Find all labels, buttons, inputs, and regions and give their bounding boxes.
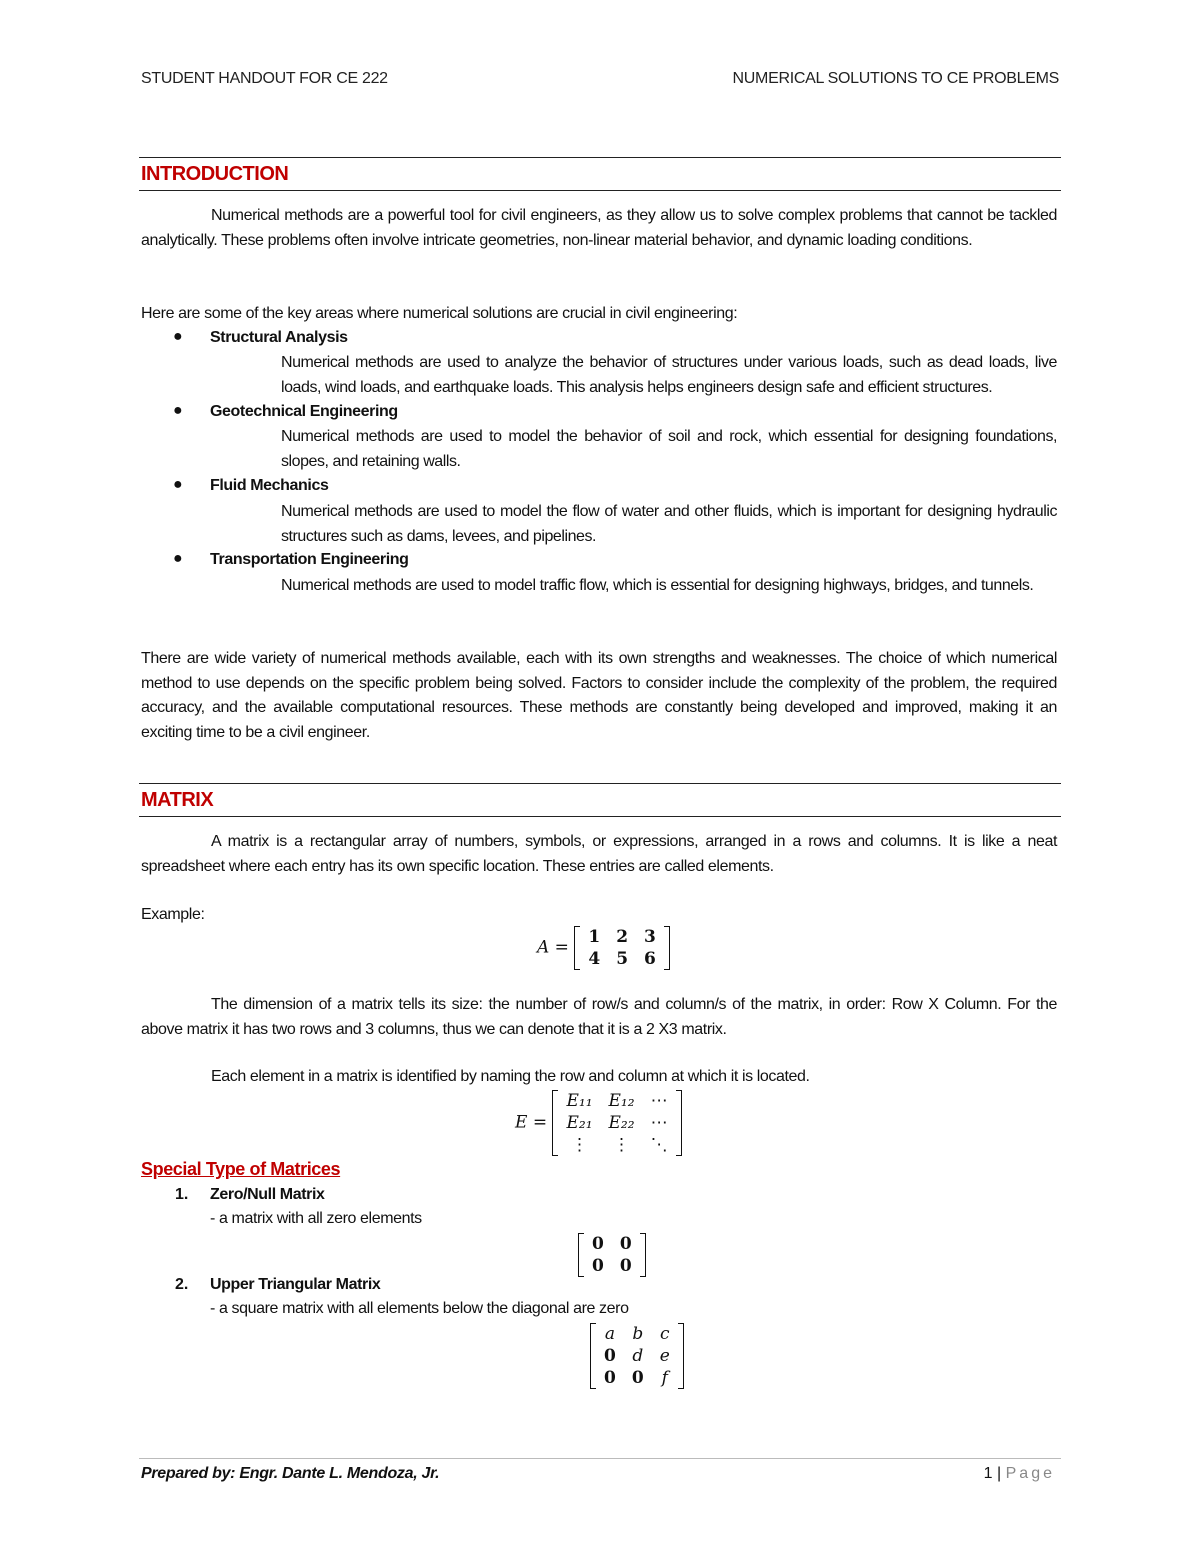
subsection-title: Special Type of Matrices <box>141 1159 341 1179</box>
matrix-cell: 0 <box>592 1256 604 1276</box>
matrix-paragraph-2: The dimension of a matrix tells its size: the number of row/s and column/s of the matrix, in order: Row X Column. For the above matrix it has two rows and 3 columns, thus we can denote that it is a 2 X3 matrix. <box>141 996 1057 1038</box>
upper-triangular-matrix <box>590 1323 684 1389</box>
bullet-heading: Structural Analysis <box>210 329 348 346</box>
matrix-cell: ⋮ <box>570 1135 588 1155</box>
equation-lhs: A = <box>537 937 569 958</box>
list-number: 1. <box>175 1186 189 1203</box>
page-separator: | <box>997 1465 1002 1482</box>
list-number: 2. <box>175 1276 189 1293</box>
matrix-cell: ⋱ <box>650 1135 668 1155</box>
bullet-description: Numerical methods are used to model the flow of water and other fluids, which is important for designing hydraulic structures such as dams, levees, and pipelines. <box>281 503 1057 545</box>
footer-author: Prepared by: Engr. Dante L. Mendoza, Jr. <box>141 1465 440 1482</box>
matrix-cell: e <box>659 1346 670 1366</box>
matrix-cell: ⋯ <box>650 1113 668 1133</box>
matrix-cell: a <box>604 1324 615 1344</box>
example-label: Example: <box>141 906 205 923</box>
footer-page-number <box>984 1465 1055 1483</box>
matrix-cell: E₂₂ <box>608 1113 635 1133</box>
equation-zero-matrix <box>578 1233 646 1277</box>
matrix-cell: 0 <box>619 1234 632 1254</box>
bullet-heading: Geotechnical Engineering <box>210 403 398 420</box>
matrix-cell: 5 <box>616 949 629 969</box>
equation-matrix-a <box>537 926 670 970</box>
matrix-cell: c <box>659 1324 670 1344</box>
intro-paragraph-1: Numerical methods are a powerful tool for civil engineers, as they allow us to solve complex problems that cannot be tackled analytically. These problems often involve intricate geometries, non-linear material behavior, and dynamic loading conditions. <box>141 207 1057 249</box>
intro-paragraph-2: Here are some of the key areas where numerical solutions are crucial in civil engineering: <box>141 305 738 322</box>
list-heading: Zero/Null Matrix <box>210 1186 325 1203</box>
matrix-cell: d <box>632 1346 644 1366</box>
bullet-heading: Transportation Engineering <box>210 551 409 568</box>
matrix-cell: 2 <box>616 927 629 947</box>
bullet-icon: ● <box>173 550 183 567</box>
matrix-paragraph-1: A matrix is a rectangular array of numbers, symbols, or expressions, arranged in a rows and columns. It is like a neat spreadsheet where each entry has its own specific location. These entries are called elements. <box>141 833 1057 875</box>
bullet-icon: ● <box>173 402 183 419</box>
matrix-cell: 3 <box>644 927 656 947</box>
matrix-cell: 6 <box>644 949 656 969</box>
matrix-cell: E₁₁ <box>566 1091 593 1111</box>
intro-paragraph-3: There are wide variety of numerical methods available, each with its own strengths and weaknesses. The choice of which numerical method to use depends on the specific problem being solved. Factors to consider include the complexity of the problem, the required accuracy, and the available computational resources. These methods are constantly being developed and improved, making it an exciting time to be a civil engineer. <box>141 650 1057 741</box>
bullet-heading: Fluid Mechanics <box>210 477 329 494</box>
bullet-description: Numerical methods are used to analyze the behavior of structures under various loads, such as dead loads, live loads, wind loads, and earthquake loads. This analysis helps engineers design safe and efficient structures. <box>281 354 1057 396</box>
equation-lhs: E = <box>515 1112 548 1133</box>
matrix-e <box>552 1090 681 1156</box>
section-title-introduction: INTRODUCTION <box>141 163 289 185</box>
list-heading: Upper Triangular Matrix <box>210 1276 381 1293</box>
matrix-paragraph-3: Each element in a matrix is identified by naming the row and column at which it is located. <box>211 1068 810 1085</box>
section-rule-top <box>139 157 1061 158</box>
list-description: - a matrix with all zero elements <box>210 1210 422 1227</box>
section-rule-bottom <box>139 816 1061 817</box>
bullet-icon: ● <box>173 328 183 345</box>
list-description: - a square matrix with all elements below the diagonal are zero <box>210 1300 629 1317</box>
header-left: STUDENT HANDOUT FOR CE 222 <box>141 70 388 87</box>
section-rule-bottom <box>139 190 1061 191</box>
equation-matrix-e <box>515 1090 682 1156</box>
matrix-cell: 0 <box>604 1368 616 1388</box>
matrix-cell: ⋯ <box>650 1091 668 1111</box>
section-rule-top <box>139 783 1061 784</box>
matrix-cell: 0 <box>604 1346 616 1366</box>
equation-upper-triangular <box>590 1323 684 1389</box>
section-title-matrix: MATRIX <box>141 789 214 811</box>
matrix-a <box>574 926 670 970</box>
matrix-cell: 4 <box>588 949 601 969</box>
matrix-cell: 0 <box>631 1368 644 1388</box>
footer-rule <box>139 1458 1061 1459</box>
page-number: 1 <box>983 1465 993 1482</box>
matrix-cell: ⋮ <box>613 1135 631 1155</box>
matrix-cell: E₂₁ <box>566 1113 593 1133</box>
bullet-description: Numerical methods are used to model traffic flow, which is essential for designing highways, bridges, and tunnels. <box>281 577 1034 594</box>
page-label: Page <box>1005 1465 1055 1482</box>
matrix-cell: E₁₂ <box>608 1091 635 1111</box>
bullet-description: Numerical methods are used to model the behavior of soil and rock, which essential for designing foundations, slopes, and retaining walls. <box>281 428 1057 470</box>
matrix-cell: 0 <box>619 1256 632 1276</box>
zero-matrix <box>578 1233 646 1277</box>
bullet-icon: ● <box>173 476 183 493</box>
matrix-cell: 0 <box>592 1234 604 1254</box>
matrix-cell: 1 <box>588 927 601 947</box>
header-right: NUMERICAL SOLUTIONS TO CE PROBLEMS <box>732 70 1059 87</box>
matrix-cell: f <box>661 1368 668 1388</box>
matrix-cell: b <box>632 1324 644 1344</box>
